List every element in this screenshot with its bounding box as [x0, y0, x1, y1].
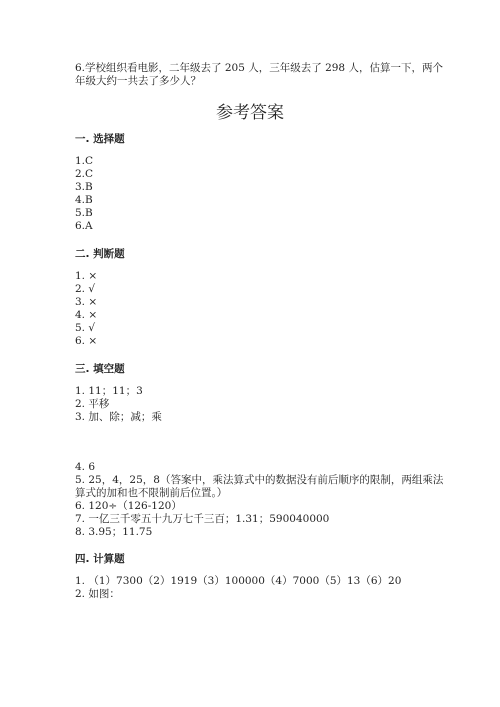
judge-answer: 2. √ — [75, 283, 96, 295]
fill-answer: 7. 一亿三千零五十九万七千三百；1.31；590040000 — [75, 513, 330, 525]
choice-answer: 4.B — [75, 194, 93, 206]
section-heading-fill: 三. 填空题 — [75, 363, 125, 375]
judge-answer: 3. × — [75, 296, 98, 308]
fill-answer: 5. 25，4，25，8（答案中，乘法算式中的数据没有前后顺序的限制，两组乘法 — [75, 474, 444, 486]
fill-answer: 4. 6 — [75, 461, 96, 473]
fill-answer: 3. 加、除；减；乘 — [75, 411, 162, 423]
fill-answer: 2. 平移 — [75, 398, 110, 410]
fill-answer: 8. 3.95；11.75 — [75, 526, 153, 538]
judge-answer: 5. √ — [75, 322, 96, 334]
calc-answer: 2. 如图： — [75, 588, 120, 600]
fill-answer: 1. 11；11；3 — [75, 385, 143, 397]
choice-answer: 3.B — [75, 181, 93, 193]
judge-answer: 6. × — [75, 335, 98, 347]
choice-answer: 1.C — [75, 155, 94, 167]
calc-answer: 1. （1）7300（2）1919（3）100000（4）7000（5）13（6）20 — [75, 575, 402, 587]
section-heading-judge: 二. 判断题 — [75, 248, 125, 260]
section-heading-calc: 四. 计算题 — [75, 553, 125, 565]
choice-answer: 5.B — [75, 207, 93, 219]
question-6-line-1: 6.学校组织看电影，二年级去了 205 人，三年级去了 298 人，估算一下，两个 — [75, 62, 443, 74]
choice-answer: 6.A — [75, 220, 93, 232]
section-heading-choice: 一. 选择题 — [75, 133, 125, 145]
fill-answer-continued: 算式的加和也不限制前后位置。） — [75, 487, 228, 499]
answer-title: 参考答案 — [216, 103, 284, 123]
judge-answer: 4. × — [75, 309, 98, 321]
judge-answer: 1. × — [75, 270, 98, 282]
fill-answer: 6. 120÷（126-120） — [75, 500, 182, 512]
choice-answer: 2.C — [75, 168, 94, 180]
question-6-line-2: 年级大约一共去了多少人？ — [75, 75, 201, 87]
